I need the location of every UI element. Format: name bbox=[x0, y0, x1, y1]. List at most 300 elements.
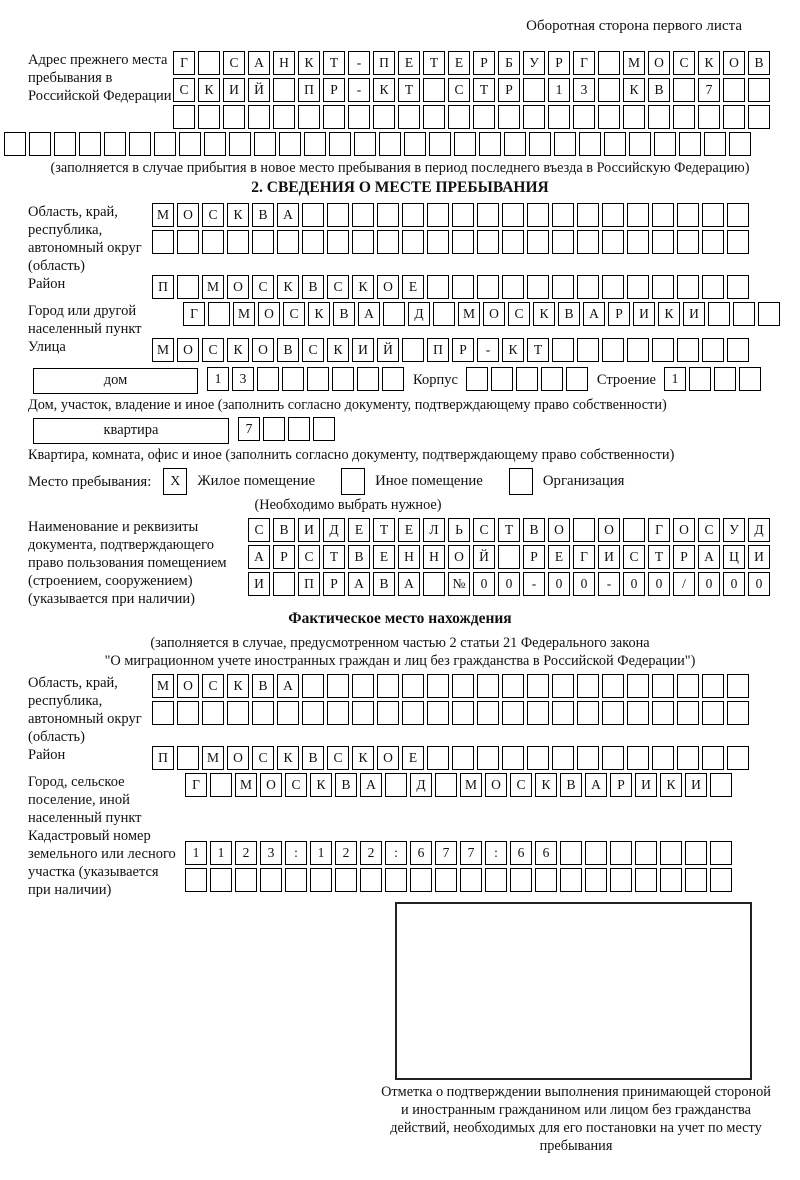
char-cell[interactable]: 1 bbox=[210, 841, 232, 865]
char-cell[interactable]: О bbox=[448, 545, 470, 569]
char-cell[interactable]: Т bbox=[498, 518, 520, 542]
char-cell[interactable]: № bbox=[448, 572, 470, 596]
char-cell[interactable]: 6 bbox=[410, 841, 432, 865]
char-cell[interactable]: С bbox=[248, 518, 270, 542]
char-cell[interactable]: С bbox=[252, 275, 274, 299]
char-cell[interactable] bbox=[602, 746, 624, 770]
char-cell[interactable]: 1 bbox=[664, 367, 686, 391]
char-cell[interactable] bbox=[502, 701, 524, 725]
char-cell[interactable] bbox=[377, 203, 399, 227]
char-cell[interactable]: В bbox=[302, 746, 324, 770]
char-cell[interactable] bbox=[702, 230, 724, 254]
char-cell[interactable] bbox=[577, 203, 599, 227]
char-cell[interactable] bbox=[360, 868, 382, 892]
char-cell[interactable] bbox=[307, 367, 329, 391]
char-cell[interactable]: В bbox=[560, 773, 582, 797]
char-cell[interactable] bbox=[554, 132, 576, 156]
char-cell[interactable]: С bbox=[202, 203, 224, 227]
char-cell[interactable]: Е bbox=[448, 51, 470, 75]
char-cell[interactable]: П bbox=[152, 275, 174, 299]
char-cell[interactable]: И bbox=[748, 545, 770, 569]
char-cell[interactable]: / bbox=[673, 572, 695, 596]
char-cell[interactable] bbox=[498, 545, 520, 569]
char-cell[interactable] bbox=[652, 230, 674, 254]
char-cell[interactable]: И bbox=[223, 78, 245, 102]
char-cell[interactable] bbox=[723, 78, 745, 102]
char-cell[interactable] bbox=[727, 230, 749, 254]
char-cell[interactable]: : bbox=[285, 841, 307, 865]
char-cell[interactable] bbox=[523, 105, 545, 129]
char-cell[interactable]: В bbox=[273, 518, 295, 542]
char-cell[interactable] bbox=[702, 674, 724, 698]
char-cell[interactable] bbox=[652, 338, 674, 362]
char-cell[interactable] bbox=[152, 230, 174, 254]
char-cell[interactable] bbox=[223, 105, 245, 129]
char-cell[interactable] bbox=[604, 132, 626, 156]
char-cell[interactable] bbox=[473, 105, 495, 129]
char-cell[interactable] bbox=[566, 367, 588, 391]
char-cell[interactable] bbox=[602, 674, 624, 698]
char-cell[interactable] bbox=[310, 868, 332, 892]
char-cell[interactable]: К bbox=[535, 773, 557, 797]
char-cell[interactable]: К bbox=[308, 302, 330, 326]
char-cell[interactable]: 2 bbox=[360, 841, 382, 865]
char-cell[interactable]: Р bbox=[473, 51, 495, 75]
char-cell[interactable]: Т bbox=[473, 78, 495, 102]
char-cell[interactable]: Т bbox=[398, 78, 420, 102]
char-cell[interactable] bbox=[433, 302, 455, 326]
char-cell[interactable] bbox=[423, 78, 445, 102]
char-cell[interactable] bbox=[660, 868, 682, 892]
char-cell[interactable] bbox=[154, 132, 176, 156]
char-cell[interactable] bbox=[377, 674, 399, 698]
char-cell[interactable]: 1 bbox=[548, 78, 570, 102]
char-cell[interactable]: 0 bbox=[573, 572, 595, 596]
char-cell[interactable]: О bbox=[260, 773, 282, 797]
char-cell[interactable] bbox=[552, 230, 574, 254]
char-cell[interactable]: К bbox=[327, 338, 349, 362]
char-cell[interactable] bbox=[460, 868, 482, 892]
char-cell[interactable]: К bbox=[698, 51, 720, 75]
char-cell[interactable]: К bbox=[227, 338, 249, 362]
char-cell[interactable] bbox=[654, 132, 676, 156]
char-cell[interactable] bbox=[623, 518, 645, 542]
char-cell[interactable] bbox=[629, 132, 651, 156]
char-cell[interactable]: О bbox=[177, 203, 199, 227]
char-cell[interactable] bbox=[685, 841, 707, 865]
char-cell[interactable] bbox=[577, 746, 599, 770]
char-cell[interactable]: К bbox=[352, 746, 374, 770]
char-cell[interactable]: И bbox=[248, 572, 270, 596]
char-cell[interactable] bbox=[627, 701, 649, 725]
char-cell[interactable]: К bbox=[198, 78, 220, 102]
char-cell[interactable] bbox=[402, 230, 424, 254]
char-cell[interactable]: М bbox=[235, 773, 257, 797]
char-cell[interactable] bbox=[702, 338, 724, 362]
char-cell[interactable] bbox=[610, 841, 632, 865]
char-cell[interactable] bbox=[727, 746, 749, 770]
char-cell[interactable]: М bbox=[202, 746, 224, 770]
char-cell[interactable]: Г bbox=[573, 545, 595, 569]
char-cell[interactable]: К bbox=[227, 203, 249, 227]
char-cell[interactable] bbox=[263, 417, 285, 441]
char-cell[interactable] bbox=[329, 132, 351, 156]
char-cell[interactable] bbox=[502, 275, 524, 299]
char-cell[interactable]: 0 bbox=[748, 572, 770, 596]
char-cell[interactable]: А bbox=[248, 51, 270, 75]
char-cell[interactable] bbox=[402, 203, 424, 227]
char-cell[interactable] bbox=[627, 203, 649, 227]
char-cell[interactable] bbox=[227, 701, 249, 725]
char-cell[interactable] bbox=[402, 338, 424, 362]
char-cell[interactable] bbox=[452, 674, 474, 698]
char-cell[interactable]: 7 bbox=[460, 841, 482, 865]
char-cell[interactable]: У bbox=[723, 518, 745, 542]
char-cell[interactable] bbox=[273, 572, 295, 596]
char-cell[interactable]: Т bbox=[648, 545, 670, 569]
char-cell[interactable] bbox=[758, 302, 780, 326]
char-cell[interactable]: О bbox=[485, 773, 507, 797]
char-cell[interactable] bbox=[502, 230, 524, 254]
char-cell[interactable] bbox=[702, 203, 724, 227]
char-cell[interactable]: И bbox=[683, 302, 705, 326]
char-cell[interactable]: М bbox=[152, 674, 174, 698]
char-cell[interactable]: Р bbox=[452, 338, 474, 362]
char-cell[interactable] bbox=[229, 132, 251, 156]
residential-checkbox[interactable]: X bbox=[163, 468, 187, 495]
char-cell[interactable]: А bbox=[277, 674, 299, 698]
char-cell[interactable]: Л bbox=[423, 518, 445, 542]
char-cell[interactable] bbox=[402, 674, 424, 698]
char-cell[interactable]: С bbox=[508, 302, 530, 326]
char-cell[interactable]: А bbox=[248, 545, 270, 569]
char-cell[interactable]: О bbox=[252, 338, 274, 362]
char-cell[interactable]: О bbox=[723, 51, 745, 75]
char-cell[interactable]: М bbox=[152, 338, 174, 362]
char-cell[interactable]: 1 bbox=[207, 367, 229, 391]
char-cell[interactable]: С bbox=[298, 545, 320, 569]
apartment-type-box[interactable]: квартира bbox=[33, 418, 229, 444]
char-cell[interactable] bbox=[652, 275, 674, 299]
char-cell[interactable]: Е bbox=[398, 518, 420, 542]
char-cell[interactable] bbox=[248, 105, 270, 129]
char-cell[interactable] bbox=[552, 338, 574, 362]
char-cell[interactable]: К bbox=[277, 275, 299, 299]
char-cell[interactable] bbox=[285, 868, 307, 892]
char-cell[interactable] bbox=[552, 203, 574, 227]
char-cell[interactable] bbox=[677, 230, 699, 254]
char-cell[interactable]: Т bbox=[527, 338, 549, 362]
organization-checkbox[interactable] bbox=[509, 468, 533, 495]
char-cell[interactable]: 0 bbox=[548, 572, 570, 596]
char-cell[interactable]: В bbox=[252, 203, 274, 227]
char-cell[interactable]: 2 bbox=[235, 841, 257, 865]
char-cell[interactable] bbox=[327, 203, 349, 227]
char-cell[interactable] bbox=[327, 701, 349, 725]
char-cell[interactable] bbox=[129, 132, 151, 156]
char-cell[interactable]: К bbox=[660, 773, 682, 797]
char-cell[interactable] bbox=[379, 132, 401, 156]
char-cell[interactable]: 0 bbox=[723, 572, 745, 596]
char-cell[interactable] bbox=[577, 701, 599, 725]
char-cell[interactable] bbox=[623, 105, 645, 129]
char-cell[interactable]: Г bbox=[573, 51, 595, 75]
char-cell[interactable] bbox=[352, 674, 374, 698]
char-cell[interactable] bbox=[702, 701, 724, 725]
char-cell[interactable]: Д bbox=[408, 302, 430, 326]
char-cell[interactable] bbox=[552, 701, 574, 725]
char-cell[interactable] bbox=[454, 132, 476, 156]
char-cell[interactable]: П bbox=[373, 51, 395, 75]
char-cell[interactable] bbox=[210, 868, 232, 892]
char-cell[interactable] bbox=[352, 203, 374, 227]
char-cell[interactable]: К bbox=[310, 773, 332, 797]
char-cell[interactable]: - bbox=[598, 572, 620, 596]
char-cell[interactable] bbox=[548, 105, 570, 129]
char-cell[interactable] bbox=[177, 275, 199, 299]
char-cell[interactable] bbox=[373, 105, 395, 129]
char-cell[interactable]: Д bbox=[748, 518, 770, 542]
char-cell[interactable] bbox=[498, 105, 520, 129]
char-cell[interactable]: Р bbox=[523, 545, 545, 569]
char-cell[interactable] bbox=[427, 746, 449, 770]
char-cell[interactable] bbox=[177, 230, 199, 254]
char-cell[interactable] bbox=[635, 868, 657, 892]
char-cell[interactable] bbox=[527, 230, 549, 254]
char-cell[interactable] bbox=[352, 701, 374, 725]
char-cell[interactable]: С bbox=[252, 746, 274, 770]
char-cell[interactable] bbox=[327, 230, 349, 254]
char-cell[interactable] bbox=[348, 105, 370, 129]
char-cell[interactable] bbox=[679, 132, 701, 156]
char-cell[interactable]: С bbox=[327, 746, 349, 770]
char-cell[interactable] bbox=[402, 701, 424, 725]
char-cell[interactable]: И bbox=[633, 302, 655, 326]
char-cell[interactable] bbox=[452, 203, 474, 227]
char-cell[interactable]: Р bbox=[673, 545, 695, 569]
char-cell[interactable] bbox=[577, 338, 599, 362]
char-cell[interactable] bbox=[552, 674, 574, 698]
char-cell[interactable]: К bbox=[373, 78, 395, 102]
char-cell[interactable] bbox=[210, 773, 232, 797]
char-cell[interactable] bbox=[677, 674, 699, 698]
char-cell[interactable] bbox=[516, 367, 538, 391]
char-cell[interactable]: А bbox=[358, 302, 380, 326]
char-cell[interactable] bbox=[377, 230, 399, 254]
char-cell[interactable] bbox=[702, 275, 724, 299]
char-cell[interactable] bbox=[573, 518, 595, 542]
char-cell[interactable]: Р bbox=[608, 302, 630, 326]
char-cell[interactable]: 1 bbox=[310, 841, 332, 865]
char-cell[interactable]: А bbox=[583, 302, 605, 326]
char-cell[interactable]: - bbox=[523, 572, 545, 596]
char-cell[interactable]: С bbox=[698, 518, 720, 542]
char-cell[interactable] bbox=[404, 132, 426, 156]
char-cell[interactable]: - bbox=[477, 338, 499, 362]
char-cell[interactable] bbox=[354, 132, 376, 156]
char-cell[interactable]: Д bbox=[410, 773, 432, 797]
char-cell[interactable] bbox=[448, 105, 470, 129]
char-cell[interactable]: Й bbox=[473, 545, 495, 569]
char-cell[interactable] bbox=[748, 105, 770, 129]
char-cell[interactable]: Е bbox=[373, 545, 395, 569]
char-cell[interactable] bbox=[427, 275, 449, 299]
char-cell[interactable] bbox=[677, 701, 699, 725]
char-cell[interactable]: М bbox=[152, 203, 174, 227]
char-cell[interactable] bbox=[282, 367, 304, 391]
char-cell[interactable]: 1 bbox=[185, 841, 207, 865]
char-cell[interactable] bbox=[198, 105, 220, 129]
char-cell[interactable] bbox=[252, 230, 274, 254]
char-cell[interactable]: С bbox=[302, 338, 324, 362]
char-cell[interactable] bbox=[352, 230, 374, 254]
char-cell[interactable] bbox=[177, 746, 199, 770]
char-cell[interactable] bbox=[257, 367, 279, 391]
char-cell[interactable] bbox=[435, 773, 457, 797]
char-cell[interactable] bbox=[452, 230, 474, 254]
char-cell[interactable] bbox=[208, 302, 230, 326]
char-cell[interactable]: 0 bbox=[698, 572, 720, 596]
char-cell[interactable]: М bbox=[460, 773, 482, 797]
char-cell[interactable]: 6 bbox=[535, 841, 557, 865]
char-cell[interactable] bbox=[198, 51, 220, 75]
char-cell[interactable] bbox=[382, 367, 404, 391]
char-cell[interactable] bbox=[677, 746, 699, 770]
char-cell[interactable]: Й bbox=[248, 78, 270, 102]
char-cell[interactable]: О bbox=[548, 518, 570, 542]
char-cell[interactable]: Т bbox=[323, 545, 345, 569]
char-cell[interactable]: С bbox=[623, 545, 645, 569]
char-cell[interactable] bbox=[504, 132, 526, 156]
char-cell[interactable] bbox=[627, 746, 649, 770]
char-cell[interactable] bbox=[277, 701, 299, 725]
char-cell[interactable] bbox=[702, 746, 724, 770]
char-cell[interactable]: : bbox=[485, 841, 507, 865]
char-cell[interactable]: 3 bbox=[260, 841, 282, 865]
char-cell[interactable] bbox=[427, 701, 449, 725]
char-cell[interactable]: П bbox=[298, 572, 320, 596]
char-cell[interactable] bbox=[279, 132, 301, 156]
char-cell[interactable] bbox=[202, 701, 224, 725]
char-cell[interactable] bbox=[227, 230, 249, 254]
char-cell[interactable] bbox=[602, 275, 624, 299]
char-cell[interactable] bbox=[577, 674, 599, 698]
char-cell[interactable]: К bbox=[352, 275, 374, 299]
char-cell[interactable] bbox=[477, 275, 499, 299]
char-cell[interactable]: О bbox=[598, 518, 620, 542]
char-cell[interactable]: К bbox=[298, 51, 320, 75]
char-cell[interactable] bbox=[598, 105, 620, 129]
char-cell[interactable] bbox=[177, 701, 199, 725]
char-cell[interactable]: Й bbox=[377, 338, 399, 362]
char-cell[interactable]: О bbox=[673, 518, 695, 542]
char-cell[interactable]: В bbox=[335, 773, 357, 797]
char-cell[interactable] bbox=[429, 132, 451, 156]
char-cell[interactable] bbox=[477, 746, 499, 770]
char-cell[interactable] bbox=[254, 132, 276, 156]
char-cell[interactable] bbox=[585, 841, 607, 865]
char-cell[interactable]: Е bbox=[398, 51, 420, 75]
char-cell[interactable]: Е bbox=[402, 275, 424, 299]
char-cell[interactable]: А bbox=[360, 773, 382, 797]
char-cell[interactable]: О bbox=[258, 302, 280, 326]
char-cell[interactable]: 0 bbox=[498, 572, 520, 596]
char-cell[interactable]: И bbox=[685, 773, 707, 797]
char-cell[interactable]: 0 bbox=[623, 572, 645, 596]
char-cell[interactable]: Б bbox=[498, 51, 520, 75]
char-cell[interactable]: В bbox=[252, 674, 274, 698]
char-cell[interactable]: М bbox=[623, 51, 645, 75]
char-cell[interactable] bbox=[698, 105, 720, 129]
char-cell[interactable] bbox=[435, 868, 457, 892]
char-cell[interactable]: Р bbox=[273, 545, 295, 569]
char-cell[interactable]: В bbox=[277, 338, 299, 362]
char-cell[interactable] bbox=[733, 302, 755, 326]
char-cell[interactable] bbox=[689, 367, 711, 391]
char-cell[interactable] bbox=[323, 105, 345, 129]
char-cell[interactable]: Р bbox=[610, 773, 632, 797]
char-cell[interactable]: К bbox=[277, 746, 299, 770]
char-cell[interactable]: С bbox=[223, 51, 245, 75]
char-cell[interactable] bbox=[79, 132, 101, 156]
char-cell[interactable]: Т bbox=[323, 51, 345, 75]
char-cell[interactable] bbox=[598, 51, 620, 75]
char-cell[interactable]: И bbox=[598, 545, 620, 569]
char-cell[interactable] bbox=[535, 868, 557, 892]
char-cell[interactable] bbox=[727, 338, 749, 362]
char-cell[interactable] bbox=[427, 230, 449, 254]
char-cell[interactable]: 6 bbox=[510, 841, 532, 865]
char-cell[interactable] bbox=[677, 275, 699, 299]
char-cell[interactable] bbox=[648, 105, 670, 129]
char-cell[interactable] bbox=[104, 132, 126, 156]
char-cell[interactable] bbox=[313, 417, 335, 441]
char-cell[interactable]: 3 bbox=[232, 367, 254, 391]
char-cell[interactable] bbox=[727, 275, 749, 299]
char-cell[interactable] bbox=[423, 572, 445, 596]
char-cell[interactable] bbox=[260, 868, 282, 892]
char-cell[interactable] bbox=[602, 203, 624, 227]
char-cell[interactable]: 7 bbox=[435, 841, 457, 865]
char-cell[interactable] bbox=[602, 701, 624, 725]
char-cell[interactable]: Г bbox=[183, 302, 205, 326]
char-cell[interactable] bbox=[502, 674, 524, 698]
char-cell[interactable] bbox=[652, 701, 674, 725]
char-cell[interactable] bbox=[452, 275, 474, 299]
char-cell[interactable] bbox=[673, 78, 695, 102]
char-cell[interactable]: Н bbox=[423, 545, 445, 569]
char-cell[interactable] bbox=[277, 230, 299, 254]
char-cell[interactable] bbox=[335, 868, 357, 892]
char-cell[interactable] bbox=[727, 674, 749, 698]
char-cell[interactable] bbox=[4, 132, 26, 156]
char-cell[interactable] bbox=[427, 674, 449, 698]
char-cell[interactable] bbox=[652, 203, 674, 227]
char-cell[interactable] bbox=[560, 841, 582, 865]
char-cell[interactable]: Д bbox=[323, 518, 345, 542]
char-cell[interactable] bbox=[452, 746, 474, 770]
char-cell[interactable] bbox=[673, 105, 695, 129]
char-cell[interactable]: С bbox=[202, 674, 224, 698]
char-cell[interactable]: С bbox=[510, 773, 532, 797]
char-cell[interactable] bbox=[748, 78, 770, 102]
char-cell[interactable]: Т bbox=[423, 51, 445, 75]
char-cell[interactable]: Р bbox=[548, 51, 570, 75]
char-cell[interactable]: Р bbox=[323, 78, 345, 102]
char-cell[interactable]: 7 bbox=[698, 78, 720, 102]
char-cell[interactable] bbox=[427, 203, 449, 227]
char-cell[interactable]: У bbox=[523, 51, 545, 75]
